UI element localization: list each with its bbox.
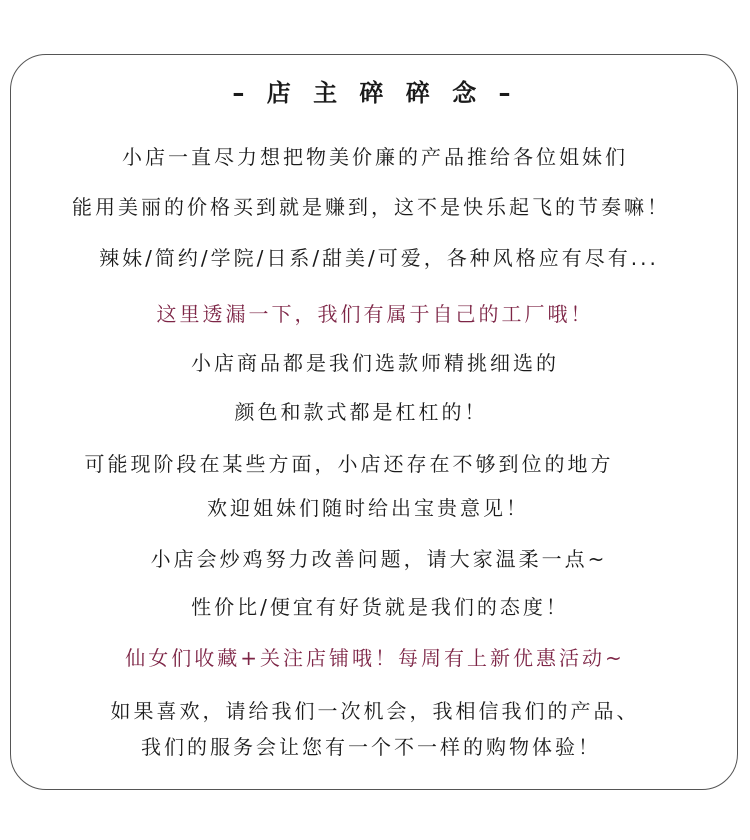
text-line: 我们的服务会让您有一个不一样的购物体验！ xyxy=(141,735,601,759)
text-line: 欢迎姐妹们随时给出宝贵意见！ xyxy=(207,496,529,520)
text-line: 能用美丽的价格买到就是赚到，这不是快乐起飞的节奏嘛！ xyxy=(72,195,670,219)
text-line: 如果喜欢，请给我们一次机会，我相信我们的产品、 xyxy=(110,699,640,723)
text-line: 性价比/便宜有好货就是我们的态度！ xyxy=(191,595,569,619)
page-title: – 店 主 碎 碎 念 – xyxy=(232,79,518,107)
text-line: 颜色和款式都是杠杠的！ xyxy=(234,400,488,424)
text-line: 小店一直尽力想把物美价廉的产品推给各位姐妹们 xyxy=(122,145,628,169)
text-line: 小店商品都是我们选款师精挑细选的 xyxy=(191,351,559,375)
highlight-line: 仙女们收藏+关注店铺哦！每周有上新优惠活动~ xyxy=(125,646,625,670)
text-line: 辣妹/简约/学院/日系/甜美/可爱，各种风格应有尽有... xyxy=(99,246,659,270)
text-line: 小店会炒鸡努力改善问题，请大家温柔一点~ xyxy=(150,547,608,571)
highlight-line: 这里透漏一下，我们有属于自己的工厂哦！ xyxy=(156,302,594,326)
text-line: 可能现阶段在某些方面，小店还存在不够到位的地方 xyxy=(84,452,614,476)
